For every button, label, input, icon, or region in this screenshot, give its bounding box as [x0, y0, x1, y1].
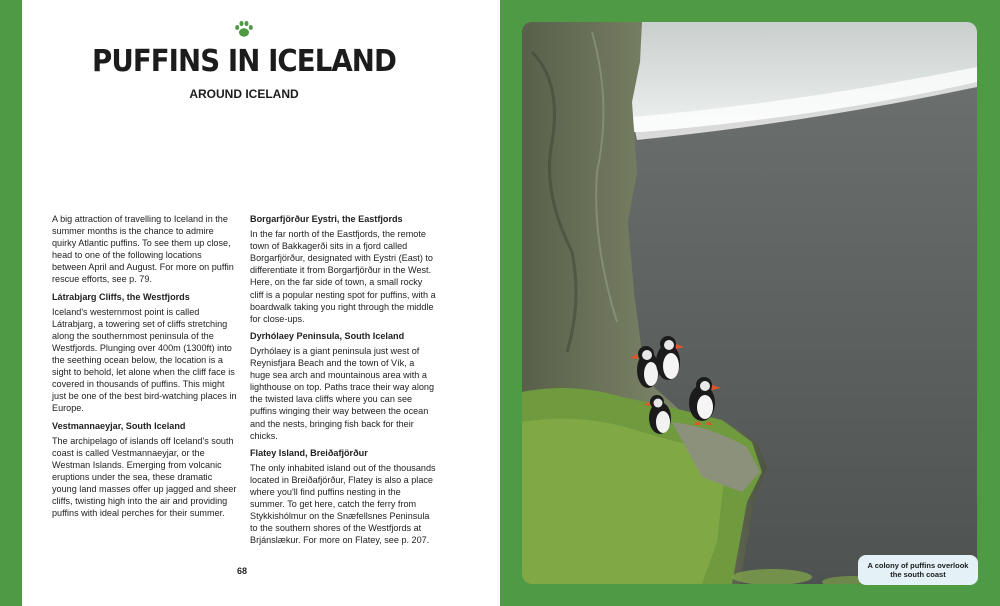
- intro-paragraph: A big attraction of travelling to Iceland in the summer months is the chance to admire quirky Atlantic puffins. To see them up close, head to one of the following locations between April and August. For more on puffin rescue efforts, see p. 79.: [52, 214, 234, 285]
- photo-caption: A colony of puffins overlook the south coast: [858, 555, 978, 585]
- paw-icon: [234, 20, 254, 38]
- section-heading: Látrabjarg Cliffs, the Westfjords: [52, 291, 190, 302]
- section-heading: Borgarfjörður Eystri, the Eastfjords: [250, 214, 403, 224]
- section-body: The archipelago of islands off Iceland's south coast is called Vestmannaeyjar, or the Westman Islands. Emerging from volcanic eruptions under the sea, these dramatic young land masses offer up jagged and sheer cliffs, twisting high into the air and providing puffins with ideal perches for their summer.: [52, 435, 237, 519]
- left-page: [22, 0, 500, 606]
- section-heading: Flatey Island, Breiðafjörður: [250, 447, 368, 458]
- section-heading: Dyrhólaey Peninsula, South Iceland: [250, 330, 405, 341]
- section-heading: Vestmannaeyjar, South Iceland: [52, 420, 186, 431]
- page-subtitle: AROUND ICELAND: [189, 87, 299, 101]
- section-body: Iceland's westernmost point is called Látrabjarg, a towering set of cliffs stretching along the southernmost peninsula of the Westfjords. Plunging over 400m (1300ft) into the seething ocean below, the location is a sight to behold, let alone when the cliff face is covered in thousands of puffins. This might just be one of the best bird-watching places in Europe.: [52, 306, 237, 414]
- puffin-photo: [522, 22, 977, 584]
- page-number: 68: [237, 566, 248, 576]
- text-column-right: [250, 213, 436, 551]
- section-body: Dyrhólaey is a giant peninsula just west of Reynisfjara Beach and the town of Vík, a huge sea arch and mountainous area with a lighthouse on top. Paths trace their way along the twisted lava cliffs where you can see puffins winging their way between the ocean and the nests, bringing fish back for their chicks.: [250, 345, 435, 441]
- section-body: In the far north of the Eastfjords, the remote town of Bakkagerði sits in a fjord called Borgarfjörður, designated with Eystri (East) to differentiate it from Borgarfjörður in the West. Here, on the far side of town, a small rocky cliff is a popular nesting spot for puffins, with a boardwalk taking you right through the middle for close-ups.: [250, 229, 436, 324]
- page-title: PUFFINS IN ICELAND: [92, 44, 396, 79]
- section-body: The only inhabited island out of the thousands located in Breiðafjörður, Flatey is also a place where you'll find puffins nesting in the summer. To get here, catch the ferry from Stykkishólmur on the Snæfellsnes Peninsula to the southern shores of the Westfjords at Brjánslækur. For more on Flatey, see p. 207.: [250, 462, 436, 546]
- text-column-left: [52, 213, 238, 524]
